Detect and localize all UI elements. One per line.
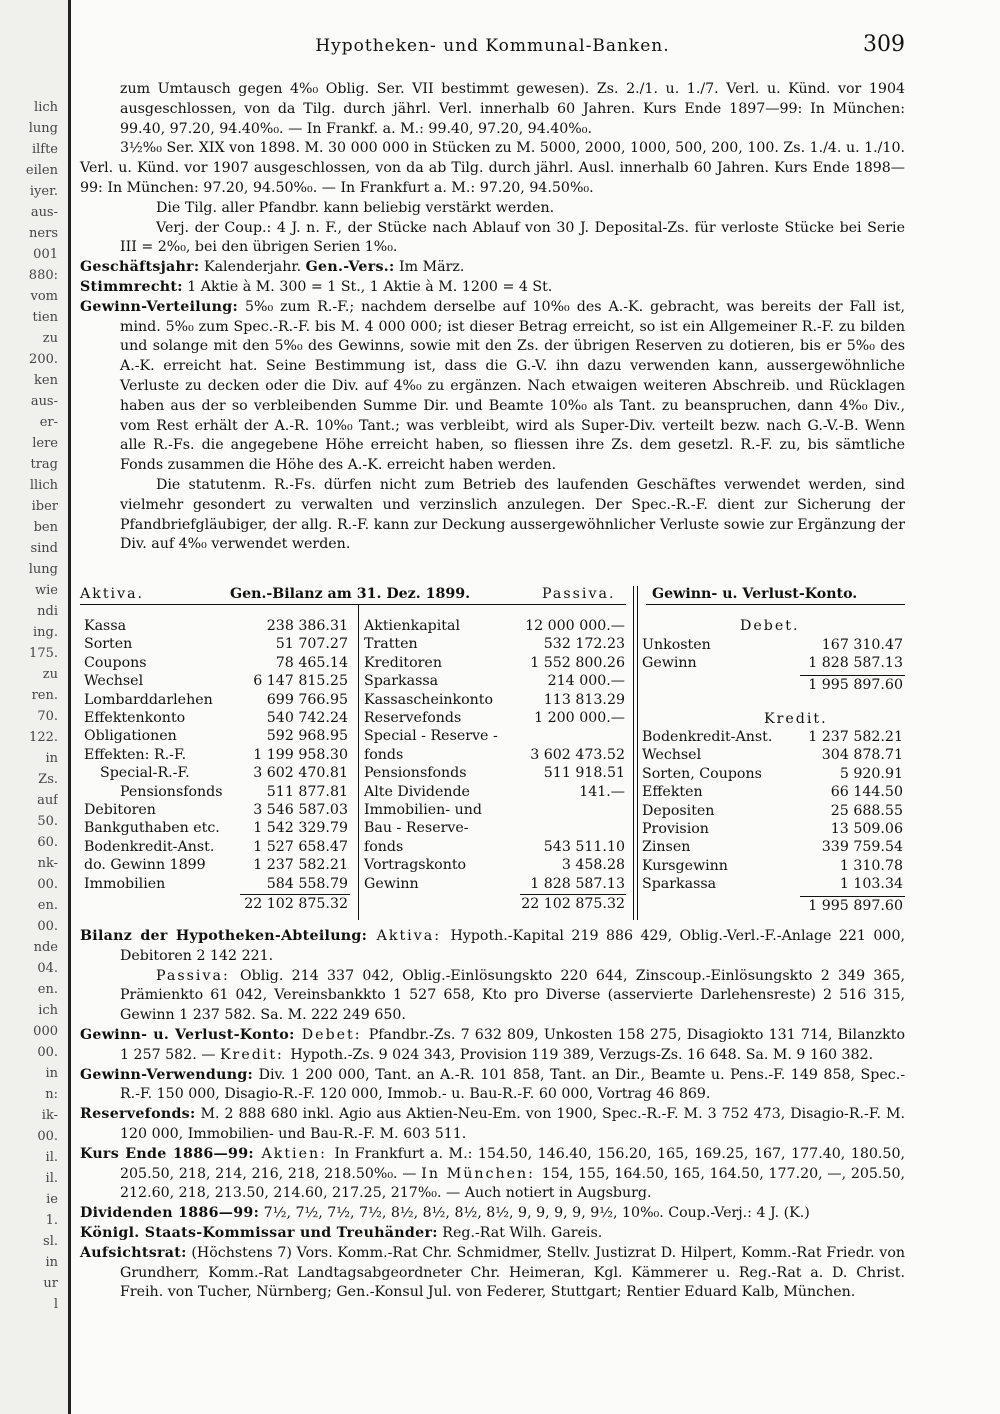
passiva-row-name: Bau - Reserve- [364,820,469,837]
debet-label: Debet. [740,618,800,634]
aktiva-row-name: Bankguthaben etc. [84,820,220,837]
kredit-row-name: Bodenkredit-Anst. [642,729,773,745]
gutter-fragment: 1. [45,1213,58,1228]
geschaeftsjahr-text: Kalenderjahr. [199,259,306,276]
passiva-row-value: 12 000 000.— [525,618,625,634]
aktiva-row-name: Wechsel [84,673,144,690]
passiva-label: Passiva. [542,586,616,602]
aktiva-row-value: 3 546 587.03 [253,802,348,818]
gutter-fragment: in [45,1066,58,1081]
passiva-row-name: Tratten [364,636,418,653]
gutter-fragment: auf [37,793,58,808]
passiva-row-value: 543 511.10 [543,838,625,855]
gutter-fragment: il. [45,1171,58,1186]
kredit-row-value: 13 509.06 [830,821,903,837]
gutter-fragment: ich [38,1003,58,1018]
passiva-row-name: Special - Reserve - [364,728,498,745]
gutter-fragment: trag [30,457,58,472]
passiva-row-value: 1 200 000.— [534,710,625,726]
passiva-row-name: Kreditoren [364,654,442,671]
gutter-fragment: tien [32,310,58,325]
gutter-fragment: lich [34,100,58,115]
gewinn-verteilung-text: 5%₀ zum R.-F.; nachdem derselbe auf 10%₀ des A.-K. gebracht, was bereits der Fall ist, mind. 5%₀ zum Spec.-R.-F. bis M. 4 000 000; ist dieser Betrag erreicht, so ist ein Allgemeiner R.-F. zu bilden und solange mit den 5%₀ des Gewinns, sowie mit den Zs. der übrigen Reserven zu dotieren, bis er 5%₀ des A.-K. erreicht hat. Seine Bestimmung ist, dass die G.-V. ihn dazu verwenden kann, aussergewöhnliche Verluste zu decken oder die Div. auf 4%₀ zu ergänzen. Nach etwaigen weiteren Abschreib. und Rücklagen haben aus der so verbleibenden Summe Dir. und Beamte 10%₀ als Tant. zu beanspruchen, dann 4%₀ Div., vom Rest erhält der A.-R. 10%₀ Tant.; was verbleibt, wird als Super-Div. verteilt bezw. nach G.-V.-B. Wenn alle R.-Fs. die angegebene Höhe erreicht haben, so fliessen ihre Zs. dem gesetzl. R.-F. zu, bis sämtliche Fonds zusammen die Höhe des A.-K. erreicht haben werden. [120,298,905,474]
gutter-fragment: nde [33,940,58,955]
gewinn-verteilung-paragraph [80,298,905,476]
aktiva-row-name: do. Gewinn 1899 [84,857,206,874]
gutter-fragment: en. [37,982,58,997]
aktiva-row-name: Coupons [84,654,147,671]
aufsichtsrat-label: Aufsichtsrat: [80,1244,187,1261]
page-header [80,32,905,60]
aktiva-row-name: Immobilien [84,875,166,892]
kredit-label: Kredit. [764,711,828,727]
aktiva-row-value: 6 147 815.25 [253,673,348,690]
statut-paragraph: Die statutenm. R.-Fs. dürfen nicht zum Betrieb des laufenden Geschäftes verwendet werden, sind vielmehr gesondert zu verwalten und verzinslich anzulegen. Der Spec.-R.-F. dient zur Sicherung der Pfandbriefgläubiger, der allg. R.-F. kann zur Deckung aussergewöhnlicher Verluste sowie zur Ergänzung der Div. auf 4%₀ verwendet werden. [120,476,905,553]
aktiva-row-value: 238 386.31 [266,618,348,634]
kredit-row-name: Sparkassa [642,876,717,893]
gutter-fragment: in [45,1255,58,1270]
gutter-fragment: 00. [37,919,58,934]
aktiva-row-name: Special-R.-F. [100,765,190,782]
kredit-row-name: Provision [642,821,709,837]
passiva-row-value: 141.— [579,783,625,800]
aktiva-row-name: Obligationen [84,728,177,745]
kredit-row-name: Kursgewinn [642,857,728,874]
kredit-row-name: Effekten [642,784,703,801]
gutter-fragment: llich [29,478,58,493]
aktiva-row-value: 540 742.24 [266,710,348,726]
kurs-paragraph [80,1145,905,1204]
aktiva-row-value: 51 707.27 [275,636,348,653]
intro-paragraph-1: zum Umtausch gegen 4%₀ Oblig. Ser. VII bestimmt gewesen). Zs. 2./1. u. 1./7. Verl. u. Künd. vor 1904 ausgeschlossen, von da Tilg. durch jährl. Verl. innerhalb 60 Jahren. Kurs Ende 1897—99: In München: 99.40, 97.20, 94.40%₀. — In Frankf. a. M.: 99.40, 97.20, 94.40%₀. [120,81,905,137]
kommissar-text: Reg.-Rat Wilh. Gareis. [437,1224,603,1241]
aktiva-row-value: 511 877.81 [266,783,348,800]
geschaeftsjahr-label: Geschäftsjahr: [80,259,200,276]
passiva-row-value: 113 813.29 [543,691,625,708]
aktiva-row-value: 78 465.14 [275,654,348,671]
gutter-fragment: in [45,751,58,766]
gutter-fragment: ben [33,520,58,535]
gen-vers-label: Gen.-Vers.: [305,259,395,276]
gv-konto-paragraph [80,1026,905,1066]
dividenden-text: 7½, 7½, 7½, 7½, 8½, 8½, 8½, 8½, 9, 9, 9, 9, 9½, 10%₀. Coup.-Verj.: 4 J. (K.) [259,1205,810,1222]
gutter-fragment: 00. [37,1045,58,1060]
gutter-fragment: ik- [41,1108,58,1123]
aktiva-total: 22 102 875.32 [244,896,348,912]
gewinn-verwendung-paragraph [80,1066,905,1106]
passiva-row-name: Immobilien- und [364,802,482,818]
gutter-fragment: 00. [37,1129,58,1144]
kredit-row-value: 339 759.54 [821,839,903,856]
page-number: 309 [863,32,905,57]
gv-konto-text2: Hypoth.-Zs. 9 024 343, Provision 119 389, Verzugs-Zs. 16 648. Sa. M. 9 160 382. [290,1046,874,1063]
aktiva-row-name: Pensionsfonds [120,783,223,800]
gutter-fragment: sind [30,541,58,556]
kredit-row-name: Depositen [642,802,715,819]
gutter-fragment: Zs. [38,772,58,787]
gutter-fragment: ren. [31,688,58,703]
gutter-fragment: 175. [29,646,58,661]
gutter-fragment: wie [35,583,58,598]
gutter-fragment: ie [46,1192,58,1207]
reservefonds-paragraph [80,1105,905,1145]
bilanz-hyp-aktiva: Aktiva: [367,928,451,944]
passiva-row-name: fonds [364,746,404,763]
gutter-fragment: aus- [30,205,58,220]
aktiva-label: Aktiva. [80,586,145,602]
gutter-fragment: 00. [37,877,58,892]
debet-row-name: Gewinn [642,655,697,672]
stimmrecht-text: 1 Aktie à M. 300 = 1 St., 1 Aktie à M. 1200 = 4 St. [182,278,553,295]
aktiva-row-name: Sorten [84,636,133,653]
stimmrecht-label: Stimmrecht: [80,278,183,295]
passiva-row-value: 3 602 473.52 [530,746,625,763]
gutter-fragment: eilen [25,163,58,178]
passiva-row-name: Vortragskonto [364,857,467,874]
aktiva-row-value: 1 199 958.30 [253,746,348,763]
stimmrecht-line [80,278,905,298]
kredit-row-value: 1 237 582.21 [808,729,903,745]
kurs-muenchen: In München: [421,1165,542,1182]
aufsichtsrat-paragraph [80,1244,905,1303]
aktiva-row-name: Effektenkonto [84,710,186,726]
aktiva-row-name: Kassa [84,618,127,634]
passiva-row-name: Kassascheinkonto [364,691,494,708]
gutter-fragment: iyer. [29,184,58,199]
gutter-fragment: ur [43,1276,58,1291]
kurs-text2: 154, 155, 164.50, 165, 164.50, 177.20, —, 205.50, 212.60, 218, 213.50, 214.60, 217.25, 217%₀. — Auch notiert in Augsburg. [120,1165,905,1202]
gutter-fragment: er- [39,415,58,430]
kredit-row-name: Wechsel [642,747,702,764]
gutter-fragment: aus- [30,394,58,409]
gutter-fragment: 000 [33,1024,58,1039]
debet-row-value: 1 828 587.13 [808,655,903,672]
debet-row-name: Unkosten [642,637,711,653]
gutter-fragment: vom [30,289,58,304]
gutter-fragment: sl. [43,1234,58,1249]
gewinn-verteilung-label: Gewinn-Verteilung: [80,298,238,315]
passiva-row-name: Alte Dividende [364,783,470,800]
gutter-fragment: lere [32,436,58,451]
aktiva-row-value: 1 542 329.79 [253,820,348,837]
kredit-row-name: Sorten, Coupons [642,765,762,782]
kurs-text: In Frankfurt a. M.: 154.50, 146.40, 156.20, 165, 169.25, 167, 177.40, 180.50, 205.50, 218, 214, 216, 218, 218.50%₀. — [120,1145,905,1182]
kredit-row-value: 1 310.78 [839,857,903,874]
kredit-row-value: 25 688.55 [830,802,903,819]
gutter-fragment: 122. [29,730,58,745]
debet-total: 1 995 897.60 [808,676,903,693]
gv-konto-debet: Debet: [294,1026,369,1043]
upper-text-block [80,80,905,555]
gutter-fragment: l [53,1297,58,1312]
gewinn-verwendung-label: Gewinn-Verwendung: [80,1066,254,1083]
gutter-fragment: 001 [33,247,58,262]
gutter-fragment: 60. [37,835,58,850]
aktiva-row-value: 699 766.95 [266,691,348,708]
gv-konto-label: Gewinn- u. Verlust-Konto: [80,1026,295,1043]
gutter-fragment: lung [28,562,58,577]
bilanz-hyp-text: Hypoth.-Kapital 219 886 429, Oblig.-Verl.-F.-Anlage 221 000, Debitoren 2 142 221. [120,928,905,964]
gutter-fragment: ing. [33,625,58,640]
lower-text-block [80,927,905,1303]
running-title: Hypotheken- und Kommunal-Banken. [315,36,670,56]
debet-row-value: 167 310.47 [821,637,903,653]
passiva-row-value: 1 552 800.26 [530,654,625,671]
passiva-row-name: Sparkassa [364,673,439,690]
bilanz-hyp-passiva-text: Oblig. 214 337 042, Oblig.-Einlösungskto 220 644, Zinscoup.-Einlösungskto 2 349 365, Prämienkto 61 042, Vereinsbankkto 1 527 658, Kto pro Diverse (asservierte Darlehensreste) 2 516 315, Gewinn 1 237 582. Sa. M. 222 249 650. [120,967,905,1024]
gv-konto-kredit: Kredit: [219,1046,291,1063]
kredit-row-value: 5 920.91 [839,765,903,782]
gv-konto-title: Gewinn- u. Verlust-Konto. [652,586,858,602]
gutter-fragment: il. [45,1150,58,1165]
passiva-row-value: 3 458.28 [561,857,625,874]
passiva-total: 22 102 875.32 [521,896,625,912]
bilanz-hyp-paragraph [80,927,905,967]
dividenden-label: Dividenden 1886—99: [80,1205,260,1222]
previous-page-gutter [0,0,71,1414]
balance-sheet [80,586,905,920]
dividenden-paragraph [80,1204,905,1224]
kredit-row-value: 304 878.71 [821,747,903,764]
passiva-row-name: Gewinn [364,875,419,892]
kommissar-label: Königl. Staats-Kommissar und Treuhänder: [80,1224,438,1241]
passiva-row-name: Aktienkapital [364,618,460,634]
gutter-fragment: 50. [37,814,58,829]
bilanz-title: Gen.-Bilanz am 31. Dez. 1899. [230,586,471,602]
gutter-fragment: lung [28,121,58,136]
gutter-fragment: ken [34,373,58,388]
kredit-row-value: 66 144.50 [830,784,903,801]
gutter-fragment: n: [45,1087,58,1102]
aufsichtsrat-text: (Höchstens 7) Vors. Komm.-Rat Chr. Schmidmer, Stellv. Justizrat D. Hilpert, Komm.-Rat Friedr. von Grundherr, Komm.-Rat Landtagsabgeordneter Chr. Heimeran, Kgl. Kämmerer u. Reg.-Rat a. D. Christ. Freih. von Tucher, Nürnberg; Gen.-Konsul Jul. von Federer, Stuttgart; Rentier Eduard Kalb, München. [120,1244,905,1301]
gutter-fragment: 04. [37,961,58,976]
passiva-row-value: 511 918.51 [543,765,625,782]
gv-konto-text: Pfandbr.-Zs. 7 632 809, Unkosten 158 275, Disagiokto 131 714, Bilanzkto 1 257 582. — [120,1026,905,1063]
aktiva-row-value: 592 968.95 [266,728,348,745]
kurs-label: Kurs Ende 1886—99: [80,1145,254,1162]
gutter-fragment: zu [42,331,58,346]
intro-paragraph-2: 3½%₀ Ser. XIX von 1898. M. 30 000 000 in Stücken zu M. 5000, 2000, 1000, 500, 200, 100. Zs. 1./4. u. 1./10. Verl. u. Künd. vor 1907 ausgeschlossen, von da ab Tilg. durch jährl. Ausl. innerhalb 60 Jahren. Kurs Ende 1898—99: In München: 97.20, 94.50%₀. — In Frankfurt a. M.: 97.20, 94.50%₀. [80,140,905,196]
gutter-fragment: 200. [29,352,58,367]
aktiva-row-name: Lombarddarlehen [84,691,213,708]
kredit-row-value: 1 103.34 [839,876,903,893]
gutter-fragment: nk- [37,856,58,871]
bilanz-hyp-passiva-paragraph [80,967,905,1026]
bilanz-hyp-passiva-label: Passiva: [156,967,240,984]
aktiva-row-name: Effekten: R.-F. [84,746,187,763]
kommissar-paragraph [80,1224,905,1244]
passiva-row-name: fonds [364,838,404,855]
intro-paragraph-3: Die Tilg. aller Pfandbr. kann beliebig verstärkt werden. [156,199,555,216]
aktiva-row-value: 1 237 582.21 [253,857,348,874]
kredit-row-name: Zinsen [642,839,691,856]
gutter-fragment: iber [31,499,58,514]
geschaeftsjahr-line [80,258,905,278]
aktiva-row-name: Bodenkredit-Anst. [84,838,215,855]
passiva-row-name: Pensionsfonds [364,765,467,782]
bilanz-hyp-label: Bilanz der Hypotheken-Abteilung: [80,928,368,944]
gutter-fragment: en. [37,898,58,913]
passiva-row-value: 214 000.— [547,673,625,690]
gutter-fragment: 880: [28,268,58,283]
kredit-total: 1 995 897.60 [808,897,903,914]
gutter-fragment: 70. [37,709,58,724]
aktiva-row-value: 1 527 658.47 [253,838,348,855]
aktiva-row-value: 3 602 470.81 [253,765,348,782]
gewinn-verwendung-text: Div. 1 200 000, Tant. an A.-R. 101 858, Tant. an Dir., Beamte u. Pens.-F. 149 858, Spec.-R.-F. 150 000, Disagio-R.-F. 120 000, Immob.- u. Bau-R.-F. 60 000, Vortrag 46 869. [120,1066,905,1103]
intro-paragraph-4: Verj. der Coup.: 4 J. n. F., der Stücke nach Ablauf von 30 J. Deposital-Zs. für verloste Stücke bei Serie III = 2%₀, bei den übrigen Serien 1%₀. [120,219,905,256]
reservefonds-label: Reservefonds: [80,1106,196,1123]
gutter-fragment: ners [29,226,58,241]
passiva-row-value: 532 172.23 [543,636,625,653]
aktiva-row-value: 584 558.79 [266,875,348,892]
reservefonds-text: M. 2 888 680 inkl. Agio aus Aktien-Neu-Em. von 1900, Spec.-R.-F. M. 3 752 473, Disagio-R.-F. M. 120 000, Immobilien- und Bau-R.-F. M. 603 511. [120,1106,905,1142]
kurs-aktien: Aktien: [253,1145,335,1162]
passiva-row-name: Reservefonds [364,710,462,726]
gutter-fragment: ndi [37,604,58,619]
gen-vers-text: Im März. [394,259,465,276]
gutter-fragment: ilfte [31,142,58,157]
aktiva-row-name: Debitoren [84,802,156,818]
passiva-row-value: 1 828 587.13 [530,875,625,892]
gutter-fragment: zu [42,667,58,682]
